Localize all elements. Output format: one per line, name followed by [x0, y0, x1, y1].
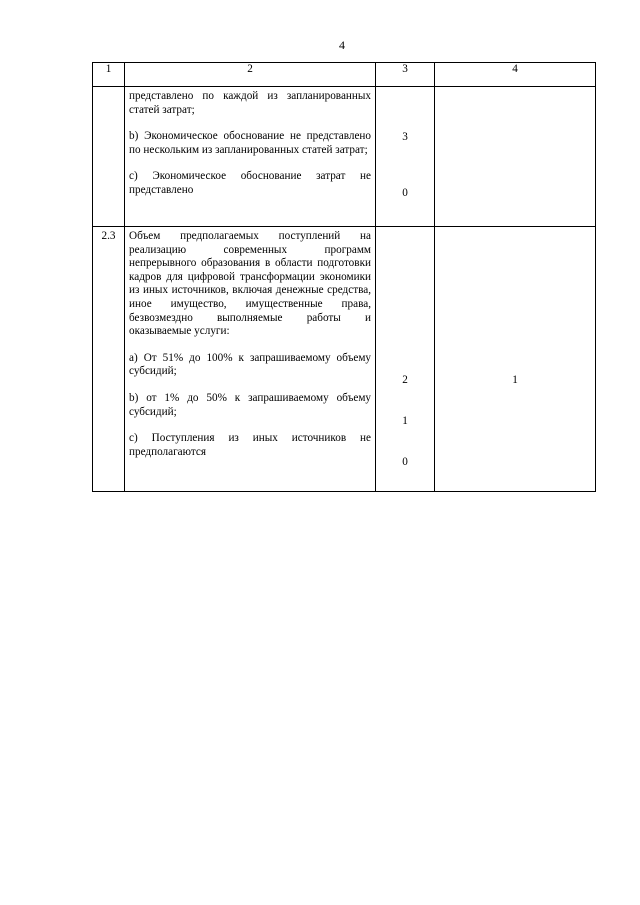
option-text: c) Экономическое обоснование затрат не представлено	[129, 170, 371, 196]
page-number: 4	[339, 38, 345, 52]
weight-cell	[435, 87, 596, 227]
column-header-3: 3	[376, 63, 435, 87]
score-cell	[376, 227, 435, 492]
score-value: 3	[402, 131, 408, 143]
option-text: представлено по каждой из запланированных статей затрат;	[129, 90, 371, 116]
criterion-cell	[125, 87, 376, 227]
criteria-table	[92, 62, 596, 492]
score-value: 0	[402, 456, 408, 468]
table-row	[93, 227, 596, 492]
weight-value: 1	[512, 374, 518, 386]
row-number: 2.3	[93, 227, 125, 492]
weight-cell	[435, 227, 596, 492]
row-number	[93, 87, 125, 227]
score-cell	[376, 87, 435, 227]
score-value: 0	[402, 187, 408, 199]
criterion-cell	[125, 227, 376, 492]
option-text: b) от 1% до 50% к запрашиваемому объему субсидий;	[129, 391, 371, 418]
option-text: c) Поступления из иных источников не предполагаются	[129, 432, 371, 458]
score-value: 2	[402, 374, 408, 386]
score-value: 1	[402, 415, 408, 427]
column-header-1: 1	[93, 63, 125, 87]
column-header-4: 4	[435, 63, 596, 87]
option-text: a) От 51% до 100% к запрашиваемому объему субсидий;	[129, 351, 371, 378]
criterion-text: Объем предполагаемых поступлений на реализацию современных программ непрерывного образования в области подготовки кадров для цифровой трансформации экономики из иных источников, включая денежные средства, иное имущество, имущественные права, безвозмездно выполняемые работы и оказываемые услуги:	[129, 230, 371, 338]
table-row	[93, 87, 596, 227]
option-text: b) Экономическое обоснование не представлено по нескольким из запланированных статей затрат;	[129, 130, 371, 156]
column-header-2: 2	[125, 63, 376, 87]
table-header-row	[93, 63, 596, 87]
